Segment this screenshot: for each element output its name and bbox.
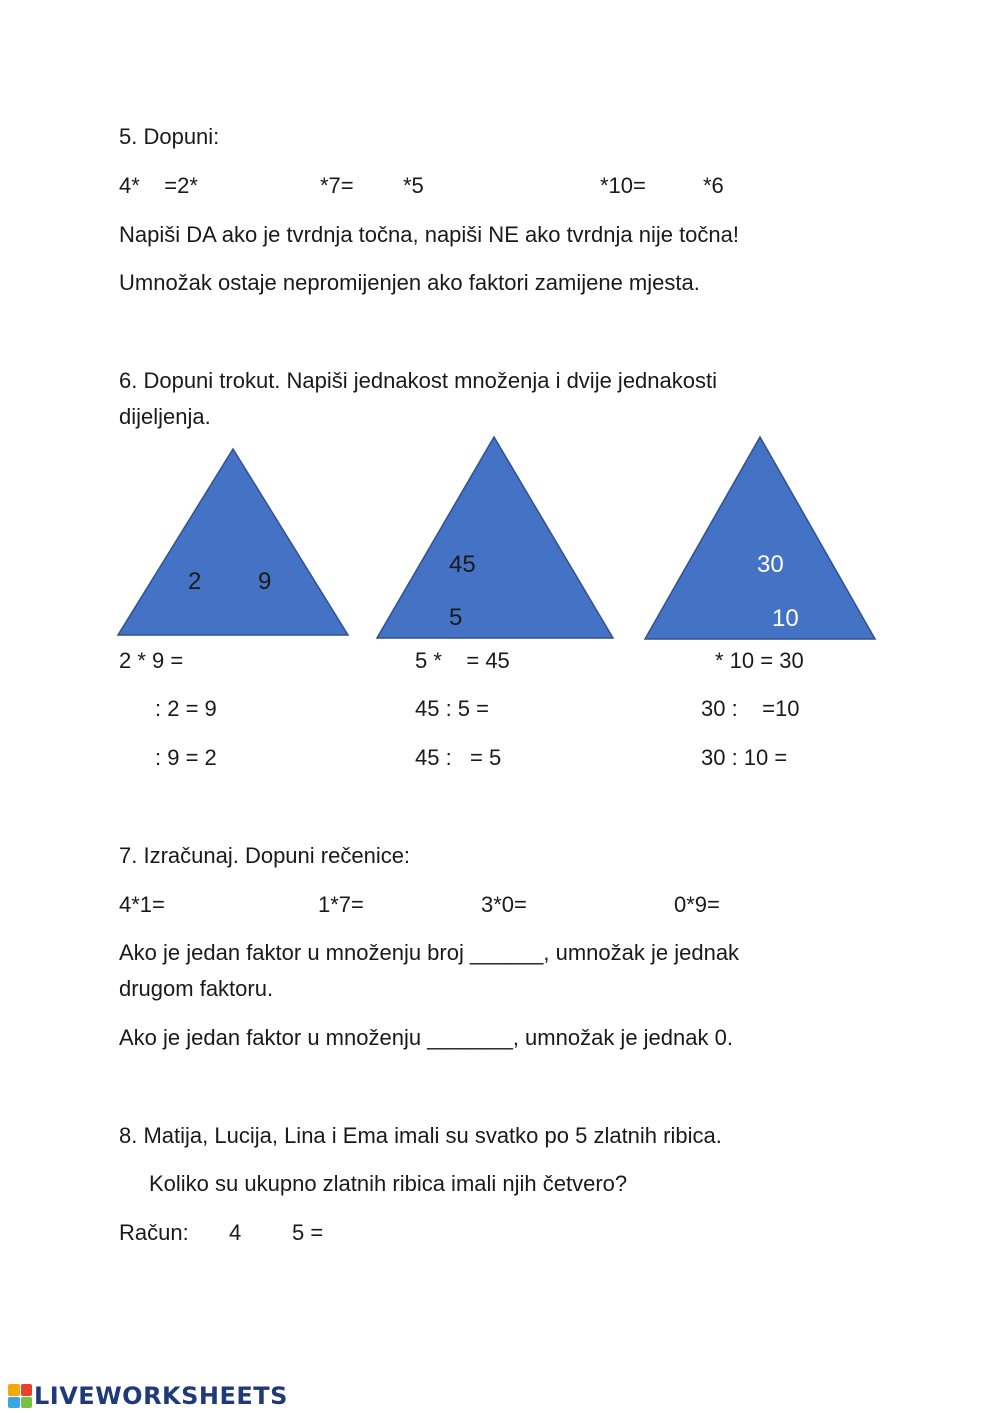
task5-eq3: *5 — [403, 173, 424, 198]
task8-question: Koliko su ukupno zlatnih ribica imali njih četvero? — [149, 1171, 628, 1196]
triangle-3 — [645, 437, 875, 639]
task5-eq2: *7= — [320, 173, 354, 198]
task6-title-line2: dijeljenja. — [119, 404, 211, 429]
task8-calc-label: Račun: — [119, 1220, 189, 1245]
task8-calc-b: 5 = — [292, 1220, 324, 1245]
task5-statement: Umnožak ostaje nepromijenjen ako faktori zamijene mjesta. — [119, 270, 700, 295]
task6-col3-row2: 30 : =10 — [701, 696, 800, 721]
task8-title: 8. Matija, Lucija, Lina i Ema imali su svatko po 5 zlatnih ribica. — [119, 1123, 722, 1148]
liveworksheets-brand: LIVEWORKSHEETS — [34, 1382, 288, 1410]
task7-eq2: 1*7= — [318, 892, 364, 917]
task6-col1-row2: : 2 = 9 — [155, 696, 217, 721]
task6-col2-row2: 45 : 5 = — [415, 696, 490, 721]
triangle-2 — [377, 437, 613, 638]
triangle-2-top-number: 45 — [449, 551, 476, 578]
task7-eq4: 0*9= — [674, 892, 720, 917]
task7-title: 7. Izračunaj. Dopuni rečenice: — [119, 843, 411, 868]
task7-sentence2: Ako je jedan faktor u množenju _______, umnožak je jednak 0. — [119, 1025, 733, 1050]
task7-eq3: 3*0= — [481, 892, 527, 917]
task6-title-line1: 6. Dopuni trokut. Napiši jednakost množenja i dvije jednakosti — [119, 368, 717, 393]
task6-col2-row1: 5 * = 45 — [415, 648, 510, 673]
task6-col1-row1: 2 * 9 = — [119, 648, 184, 673]
liveworksheets-logo-icon — [8, 1384, 32, 1408]
triangle-3-top-number: 30 — [757, 551, 784, 578]
liveworksheets-logo[interactable] — [8, 1382, 288, 1410]
task6-col2-row3: 45 : = 5 — [415, 745, 502, 770]
task6-col1-row3: : 9 = 2 — [155, 745, 217, 770]
triangle-3-bottom-number: 10 — [772, 605, 799, 632]
task6-col3-row1: * 10 = 30 — [715, 648, 804, 673]
triangle-1-right-number: 9 — [258, 568, 272, 595]
task7-eq1: 4*1= — [119, 892, 165, 917]
task5-instruction: Napiši DA ako je tvrdnja točna, napiši NE ako tvrdnja nije točna! — [119, 222, 739, 247]
task7-sentence1-line1: Ako je jedan faktor u množenju broj ______, umnožak je jednak — [119, 940, 740, 965]
task6-col3-row3: 30 : 10 = — [701, 745, 788, 770]
triangle-1-left-number: 2 — [188, 568, 202, 595]
task5-title: 5. Dopuni: — [119, 124, 220, 149]
task8-calc-a: 4 — [229, 1220, 242, 1245]
task5-eq4: *10= — [600, 173, 646, 198]
task7-sentence1-line2: drugom faktoru. — [119, 976, 274, 1001]
task5-eq5: *6 — [703, 173, 724, 198]
task5-eq1: 4* =2* — [119, 173, 198, 198]
triangle-1 — [118, 449, 348, 635]
triangle-2-bottom-number: 5 — [449, 604, 463, 631]
triangles-figure — [0, 0, 1000, 700]
